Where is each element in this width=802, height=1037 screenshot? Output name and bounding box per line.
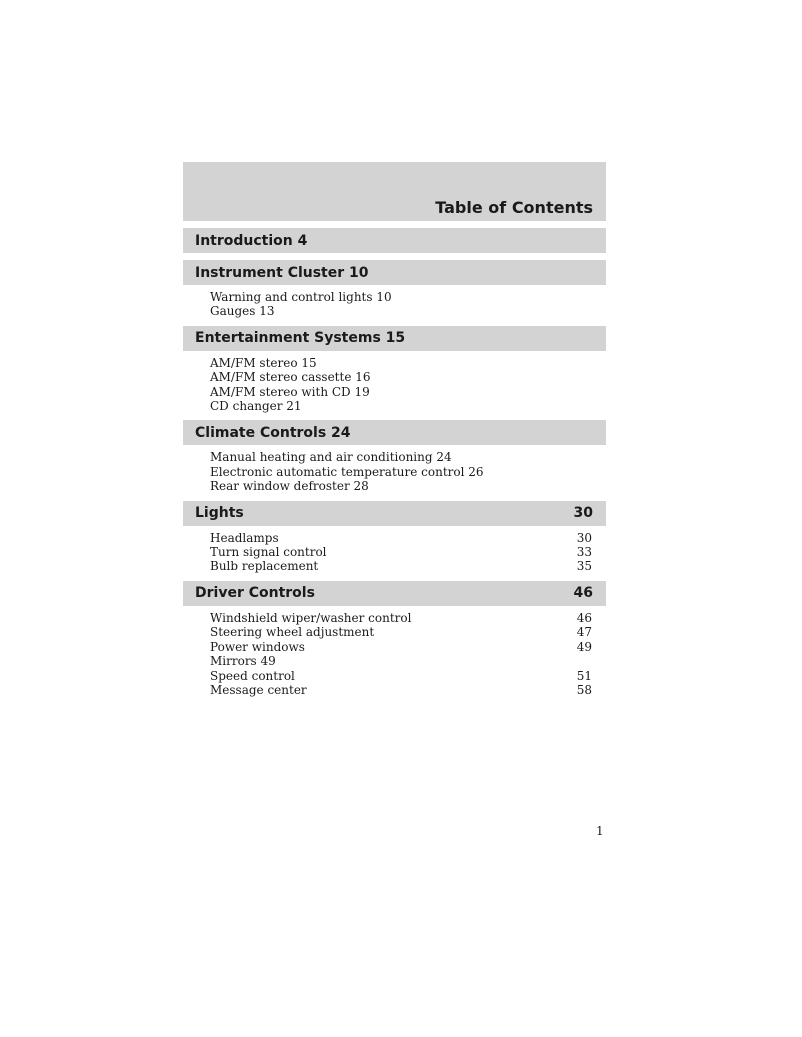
toc-entry-label: Mirrors 49 <box>210 654 276 669</box>
toc-section <box>183 420 606 493</box>
toc-sections <box>183 228 606 697</box>
toc-entry-label: Gauges 13 <box>210 304 275 319</box>
toc-section <box>183 260 606 319</box>
toc-entry[interactable] <box>210 304 592 318</box>
toc-section <box>183 501 606 574</box>
toc-header-band <box>183 162 606 221</box>
section-entries <box>183 445 606 493</box>
toc-entry[interactable] <box>210 654 592 668</box>
section-entries <box>183 285 606 319</box>
section-entries <box>183 526 606 574</box>
toc-entry-label: Warning and control lights 10 <box>210 290 392 304</box>
section-heading-label: Entertainment Systems 15 <box>195 330 406 347</box>
section-entries <box>183 606 606 697</box>
section-heading[interactable] <box>183 228 606 253</box>
toc-entry[interactable] <box>210 683 592 697</box>
toc-entry-page: 30 <box>576 530 592 545</box>
toc-entry[interactable] <box>210 450 592 464</box>
section-heading[interactable] <box>183 260 606 285</box>
toc-entry-page: 47 <box>576 625 592 640</box>
section-heading[interactable] <box>183 420 606 445</box>
toc-entry-page: 33 <box>576 545 592 560</box>
toc-entry[interactable] <box>210 640 592 654</box>
toc-entry[interactable] <box>210 399 592 413</box>
toc-entry-label: Electronic automatic temperature control 26 <box>210 464 484 479</box>
toc-entry-label: Speed control <box>210 668 295 683</box>
toc-entry-page: 51 <box>576 668 592 683</box>
table-of-contents <box>183 162 606 697</box>
toc-entry-page: 58 <box>576 682 592 697</box>
toc-entry[interactable] <box>210 545 592 559</box>
toc-entry-label: Power windows <box>210 639 305 654</box>
toc-entry-label: Message center <box>210 682 307 697</box>
toc-entry[interactable] <box>210 559 592 573</box>
toc-entry-page: 46 <box>576 610 592 625</box>
toc-entry-label: Rear window defroster 28 <box>210 479 369 494</box>
section-heading[interactable] <box>183 326 606 351</box>
toc-entry[interactable] <box>210 290 592 304</box>
section-heading[interactable] <box>183 581 606 606</box>
section-heading-label: Climate Controls 24 <box>195 424 351 441</box>
toc-entry-label: AM/FM stereo with CD 19 <box>210 384 370 399</box>
toc-entry[interactable] <box>210 611 592 625</box>
toc-entry-label: AM/FM stereo 15 <box>210 355 317 370</box>
toc-entry-label: CD changer 21 <box>210 399 302 414</box>
toc-entry[interactable] <box>210 465 592 479</box>
page-number: 1 <box>596 824 604 838</box>
toc-entry-label: Turn signal control <box>210 545 327 560</box>
section-heading-label: Driver Controls <box>195 585 315 602</box>
toc-entry[interactable] <box>210 356 592 370</box>
section-entries <box>183 351 606 414</box>
toc-entry-label: Bulb replacement <box>210 559 319 574</box>
toc-entry[interactable] <box>210 625 592 639</box>
toc-entry-page: 49 <box>576 639 592 654</box>
section-heading-label: Instrument Cluster 10 <box>195 264 369 281</box>
section-heading[interactable] <box>183 501 606 526</box>
toc-entry[interactable] <box>210 370 592 384</box>
toc-section <box>183 326 606 414</box>
toc-entry[interactable] <box>210 479 592 493</box>
toc-entry-label: Windshield wiper/washer control <box>210 610 412 625</box>
toc-section <box>183 228 606 253</box>
toc-entry[interactable] <box>210 385 592 399</box>
section-heading-page: 46 <box>573 585 593 602</box>
toc-entry-page: 35 <box>576 559 592 574</box>
toc-entry[interactable] <box>210 669 592 683</box>
toc-entry-label: Headlamps <box>210 530 279 545</box>
toc-entry-label: Manual heating and air conditioning 24 <box>210 450 452 465</box>
toc-entry[interactable] <box>210 531 592 545</box>
section-heading-page: 30 <box>573 505 593 522</box>
toc-entry-label: Steering wheel adjustment <box>210 625 375 640</box>
toc-entry-label: AM/FM stereo cassette 16 <box>210 370 371 385</box>
section-heading-label: Introduction 4 <box>195 232 308 249</box>
page-title: Table of Contents <box>435 198 593 217</box>
toc-section <box>183 581 606 697</box>
section-heading-label: Lights <box>195 505 244 522</box>
